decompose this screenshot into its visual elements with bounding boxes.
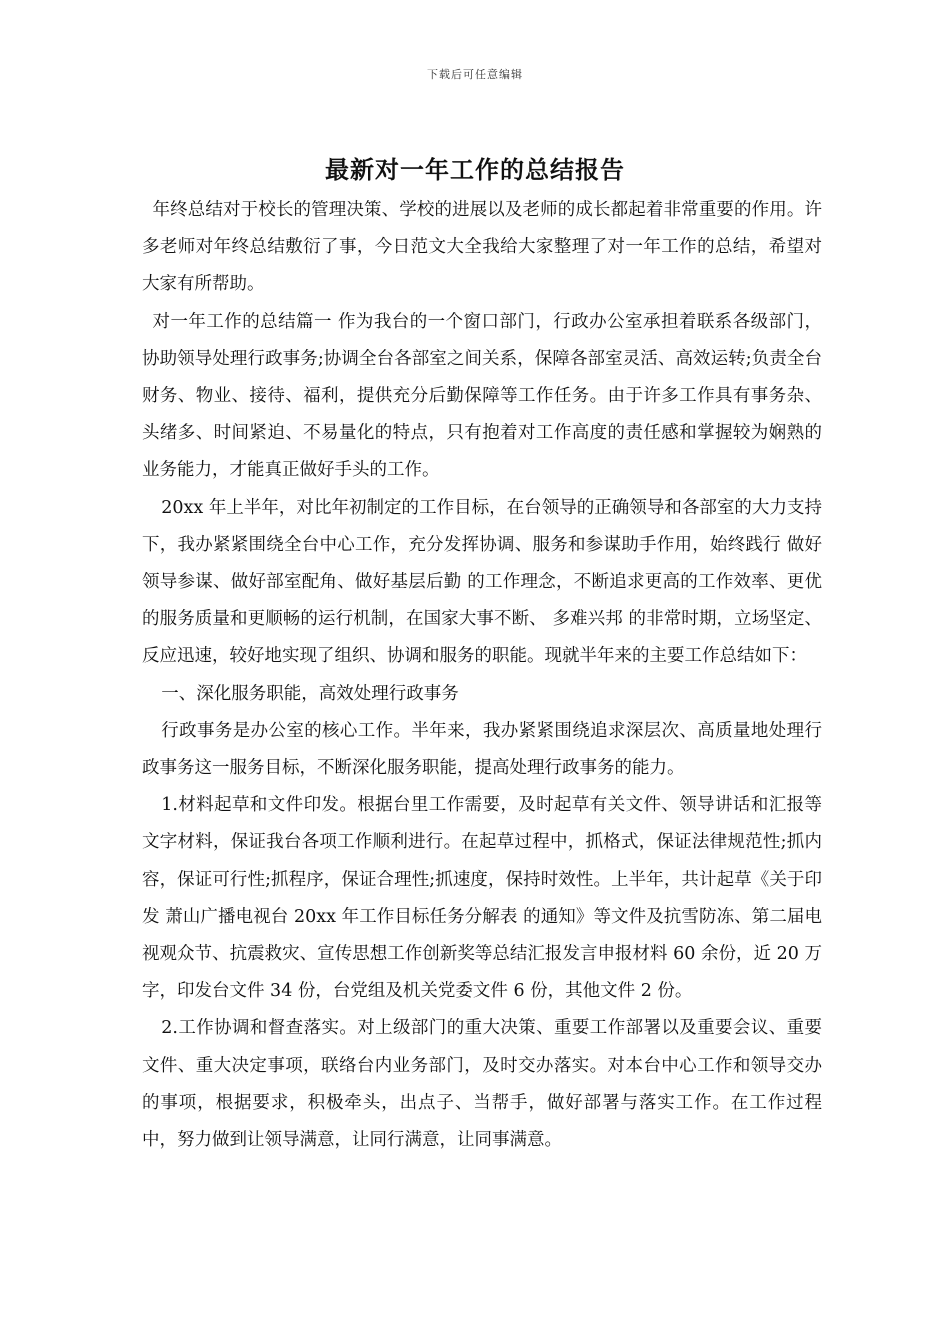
paragraph-section-one: 对一年工作的总结篇一 作为我台的一个窗口部门，行政办公室承担着联系各级部门，协助领导处理行政事务;协调全台各部室之间关系，保障各部室灵活、高效运转;负责全台财务、物业、接待、福利，提供充分后勤保障等工作任务。由于许多工作具有事务杂、头绪多、时间紧迫、不易量化的特点，只有抱着对工作高度的责任感和掌握较为娴熟的业务能力，才能真正做好手头的工作。 — [142, 311, 822, 481]
paragraph-admin-affairs: 行政事务是办公室的核心工作。半年来，我办紧紧围绕追求深层次、高质量地处理行政事务这一服务目标，不断深化服务职能，提高处理行政事务的能力。 — [142, 720, 822, 779]
paragraph-first-half-year: 20xx 年上半年，对比年初制定的工作目标，在台领导的正确领导和各部室的大力支持下，我办紧紧围绕全台中心工作，充分发挥协调、服务和参谋助手作用，始终践行 做好领导参谋、做好部室配角、做好基层后勤 的工作理念，不断追求更高的工作效率、更优的服务质量和更顺畅的运行机制，在国家大事不断、 多难兴邦 的非常时期，立场坚定、反应迅速，较好地实现了组织、协调和服务的职能。现就半年来的主要工作总结如下： — [142, 497, 822, 667]
document-body — [142, 192, 822, 1159]
section-heading: 一、深化服务职能，高效处理行政事务 — [161, 683, 459, 704]
document-title: 最新对一年工作的总结报告 — [325, 155, 625, 184]
header-note: 下载后可任意编辑 — [427, 68, 523, 81]
paragraph-item-1: 1.材料起草和文件印发。根据台里工作需要，及时起草有关文件、领导讲话和汇报等文字材料，保证我台各项工作顺利进行。在起草过程中，抓格式，保证法律规范性;抓内容，保证可行性;抓程序，保证合理性;抓速度，保持时效性。上半年，共计起草《关于印发 萧山广播电视台 20xx 年工作目标任务分解表 的通知》等文件及抗雪防冻、第二届电视观众节、抗震救灾、宣传思想工作创新奖等总结汇报发言申报材料 60 余份，近 20 万字，印发台文件 34 份，台党组及机关党委文件 6 份，其他文件 2 份。 — [142, 795, 822, 1002]
paragraph-intro: 年终总结对于校长的管理决策、学校的进展以及老师的成长都起着非常重要的作用。许多老师对年终总结敷衍了事，今日范文大全我给大家整理了对一年工作的总结，希望对大家有所帮助。 — [142, 200, 822, 295]
paragraph-item-2: 2.工作协调和督查落实。对上级部门的重大决策、重要工作部署以及重要会议、重要文件、重大决定事项，联络台内业务部门，及时交办落实。对本台中心工作和领导交办的事项，根据要求，积极牵头，出点子、当帮手，做好部署与落实工作。在工作过程中，努力做到让领导满意，让同行满意，让同事满意。 — [142, 1018, 822, 1151]
